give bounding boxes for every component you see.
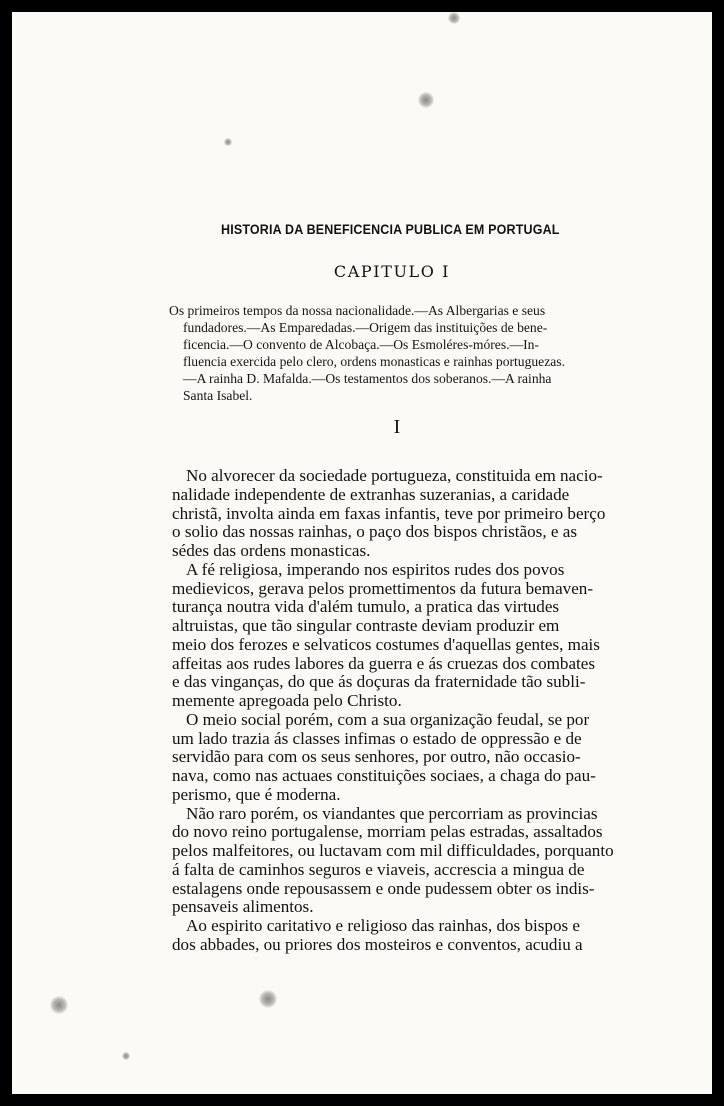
scan-speck [448,12,460,24]
body-line: e das vinganças, do que ás doçuras da fraternidade tão subli- [172,672,586,692]
body-line: medievicos, gerava pelos promettimentos da futura bemaven- [172,578,594,598]
body-line: á falta de caminhos seguros e viaveis, accrescia a mingua de [172,859,585,879]
scan-speck [418,92,434,108]
summary-line: ficencia.—O convento de Alcobaça.—Os Esmoléres-móres.—In- [183,336,539,352]
body-line: pelos malfeitores, ou luctavam com mil difficuldades, porquanto [172,841,614,860]
body-line: meio dos ferozes e selvaticos costumes d'aquellas gentes, mais [172,634,600,654]
scan-speck [259,990,277,1008]
summary-line: fluencia exercida pelo clero, ordens monasticas e rainhas portuguezas. [183,353,565,369]
scanned-page [12,12,712,1094]
summary-line: Santa Isabel. [183,387,253,403]
body-line: um lado trazia ás classes infimas o estado de oppressão e de [172,728,582,748]
body-line: Não raro porém, os viandantes que percorriam as provincias [186,803,598,823]
body-line: A fé religiosa, imperando nos espiritos rudes dos povos [186,559,565,579]
body-line: christã, involta ainda em faxas infantis, teve por primeiro berço [172,503,606,523]
section-numeral: I [393,416,401,438]
body-line: Ao espirito caritativo e religioso das rainhas, dos bispos e [186,916,581,935]
scan-speck [50,996,68,1014]
body-line: estalagens onde repousassem e onde pudessem obter os indis- [172,878,595,898]
body-line: No alvorecer da sociedade portugueza, constituida em nacio- [186,466,603,485]
summary-line: Os primeiros tempos da nossa nacionalidade.—As Albergarias e seus [169,303,546,318]
body-text [172,467,712,955]
document-title: HISTORIA DA BENEFICENCIA PUBLICA EM PORTUGAL [221,222,560,238]
chapter-heading: CAPITULO I [333,262,451,281]
body-line: servidão para com os seus senhores, por outro, não occasio- [172,747,581,767]
body-line: o solio das nossas rainhas, o paço dos bispos christãos, e as [172,522,577,542]
body-line: altruistas, que tão singular contraste deviam produzir em [172,616,560,635]
body-line: O meio social porém, com a sua organização feudal, se por [186,709,590,729]
summary-line: fundadores.—As Emparedadas.—Origem das instituições de bene- [183,319,548,335]
chapter-summary [169,303,712,404]
body-line: perismo, que é moderna. [172,784,341,804]
summary-line: —A rainha D. Mafalda.—Os testamentos dos soberanos.—A rainha [183,370,552,386]
body-line: turança noutra vida d'além tumulo, a pratica das virtudes [172,597,560,617]
body-line: pensaveis alimentos. [172,897,314,917]
body-line: nava, como nas actuaes constituições sociaes, a chaga do pau- [172,766,596,785]
body-line: affeitas aos rudes labores da guerra e ás cruezas dos combates [172,653,596,673]
body-line: do novo reino portugalense, morriam pelas estradas, assaltados [172,822,603,842]
body-line: dos abbades, ou priores dos mosteiros e conventos, acudiu a [172,934,583,954]
body-line: nalidade independente de extranhas suzeranias, a caridade [172,484,570,504]
body-line: memente apregoada pelo Christo. [172,691,402,710]
scan-speck [224,138,232,146]
scan-speck [122,1052,130,1060]
body-line: sédes das ordens monasticas. [172,541,371,560]
